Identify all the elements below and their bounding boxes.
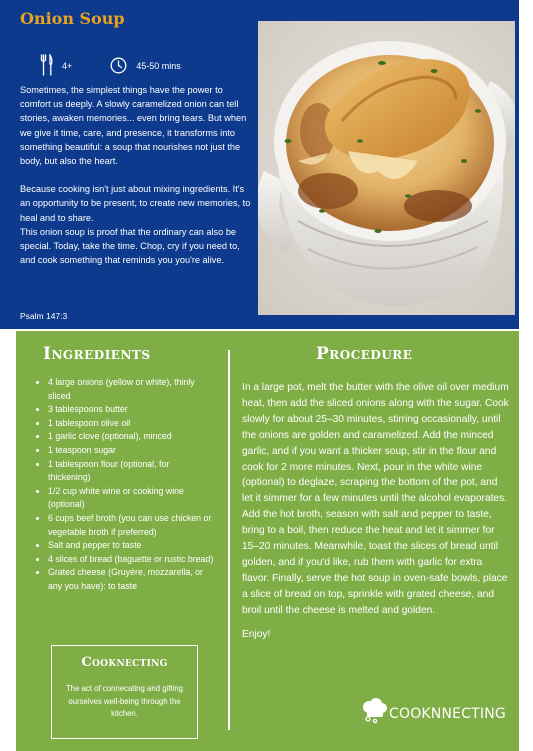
intro-paragraph: Because cooking isn't just about mixing ingredients. It's an opportunity to be present, to create new memories, to heal and to share.: [20, 184, 251, 223]
servings-label: 4+: [62, 61, 73, 71]
clock-icon: [110, 57, 127, 76]
ingredient-item: • 1 tablespoon flour (optional, for thickening): [48, 458, 214, 485]
ingredient-item: • 4 slices of bread (baguette or rustic bread): [48, 553, 214, 567]
ingredient-item: • 1 tablespoon olive oil: [48, 417, 214, 431]
procedure-heading: Procedure: [316, 344, 413, 364]
ingredient-item: • 1/2 cup white wine or cooking wine (optional): [48, 485, 214, 512]
ingredients-heading: Ingredients: [43, 344, 151, 364]
chef-hat-icon: [360, 698, 388, 729]
cook-time-label: 45-50 mins: [136, 61, 181, 71]
cook-time: [110, 57, 181, 76]
logo-text: COOKNNECTING: [389, 705, 506, 722]
procedure-text: In a large pot, melt the butter with the olive oil over medium heat, then add the sliced onions along with the sugar. Cook slowly for about 25–30 minutes, stirring occasionally, until the onions are golden and caramelized. Add the minced garlic, and if you want a thicker soup, stir in the flour and cook for 2 more minutes. Next, pour in the white wine (optional) to deglaze, scraping the bottom of the pot, and let it simmer for a few minutes until the alcohol evaporates. Add the hot broth, season with salt and pepper to taste, bring to a boil, then reduce the heat and let it simmer for 15–20 minutes. Meanwhile, toast the slices of bread until golden, and if you'd like, rub them with garlic for extra flavor. Finally, serve the hot soup in oven-safe bowls, place a slice of bread on top, sprinkle with grated cheese, and broil until the cheese is melted and golden.: [242, 382, 509, 616]
column-divider: [228, 350, 230, 730]
fork-knife-icon: [40, 54, 53, 78]
verse-reference: Psalm 147:3: [20, 311, 68, 321]
cooknecting-box-text: The act of connecating and gifting ourselves well-being through the kitchen.: [65, 684, 184, 718]
ingredient-item: • 4 large onions (yellow or white), thinly sliced: [48, 376, 214, 403]
ingredient-item: • 1 teaspoon sugar: [48, 444, 214, 458]
intro-paragraph: Sometimes, the simplest things have the power to comfort us deeply. A slowly caramelized onion can tell stories, awaken memories... even bring tears. But when we give it time, care, and presence, it transforms into something beautiful: a soup that nourishes not just the body, but also the heart.: [20, 85, 247, 167]
cooknecting-logo: [360, 698, 506, 729]
procedure-closing: Enjoy!: [242, 629, 271, 640]
cooknecting-box-title: Cooknecting: [81, 655, 168, 670]
intro-paragraph: This onion soup is proof that the ordinary can also be special. Today, take the time. Chop, cry if you need to, and cook something that reminds you you're alive.: [20, 226, 240, 266]
cooknecting-box: [51, 645, 198, 739]
recipe-meta: [40, 54, 181, 78]
ingredient-item: • 6 cups beef broth (you can use chicken or vegetable broth if preferred): [48, 512, 214, 539]
ingredient-item: • 1 garlic clove (optional), minced: [48, 430, 214, 444]
ingredient-item: • Salt and pepper to taste: [48, 539, 214, 553]
intro-text: [20, 83, 252, 267]
servings: [40, 54, 72, 78]
recipe-title: Onion Soup: [20, 9, 125, 28]
ingredients-list: [36, 376, 214, 594]
onion-soup-photo: [258, 21, 515, 315]
right-edge-strip: [519, 0, 533, 751]
ingredient-item: • Grated cheese (Gruyère, mozzarella, or any you have): to taste: [48, 566, 214, 593]
ingredient-item: • 3 tablespoons butter: [48, 403, 214, 417]
